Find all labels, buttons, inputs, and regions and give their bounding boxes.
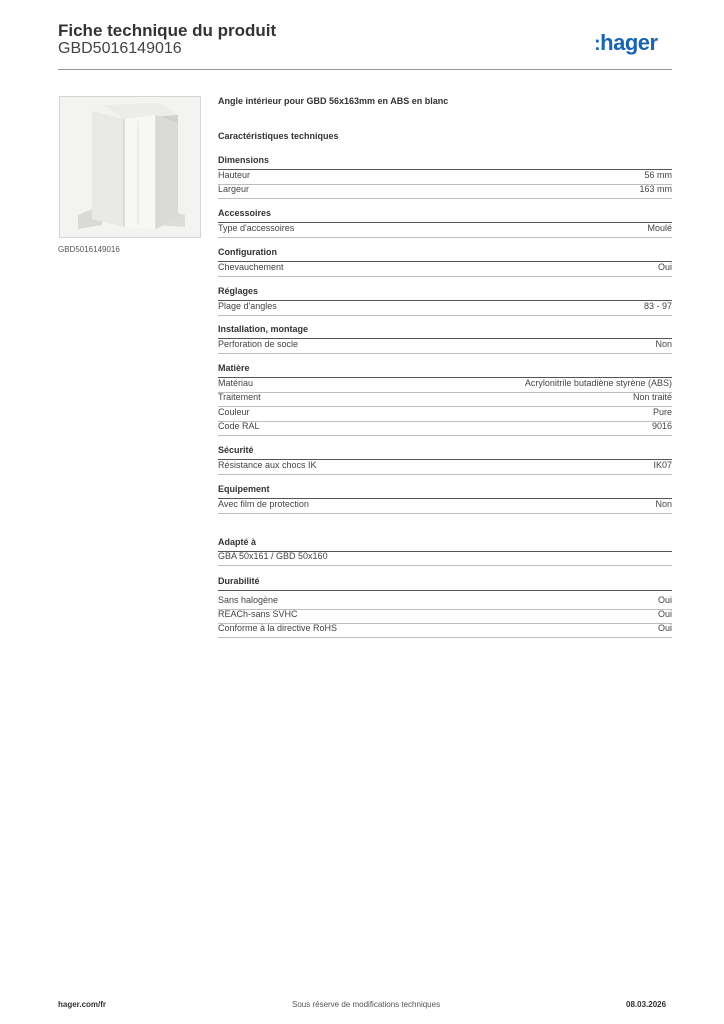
spec-label: Perforation de socle	[218, 339, 299, 349]
spec-label: Type d'accessoires	[218, 223, 295, 233]
spec-row-ik	[218, 460, 672, 475]
section-equipement: Equipement	[218, 484, 672, 499]
spec-value: IK07	[653, 460, 672, 470]
footer-website[interactable]: hager.com/fr	[58, 1000, 107, 1009]
spec-row-plage-angles	[218, 301, 672, 316]
spec-value: Oui	[657, 623, 672, 633]
spec-label: Avec film de protection	[218, 499, 309, 509]
spec-row-film	[218, 499, 672, 514]
spec-value: Oui	[657, 262, 672, 272]
section-installation: Installation, montage	[218, 324, 672, 339]
image-caption: GBD5016149016	[58, 245, 120, 254]
spec-label: GBA 50x161 / GBD 50x160	[218, 551, 328, 561]
footer-disclaimer: Sous réserve de modifications techniques	[292, 1000, 441, 1009]
section-matiere: Matière	[218, 363, 672, 378]
spec-value: Non	[655, 499, 672, 509]
spec-label: Chevauchement	[218, 262, 284, 272]
spec-label: Largeur	[218, 184, 250, 194]
section-durabilite: Durabilité	[218, 576, 672, 591]
hager-logo	[594, 30, 658, 56]
spec-value: Acrylonitrile butadiène styrène (ABS)	[524, 378, 672, 388]
spec-label: Résistance aux chocs IK	[218, 460, 317, 470]
spec-label: Conforme à la directive RoHS	[218, 623, 338, 633]
logo-text: hager	[600, 30, 658, 55]
spec-value: 83 - 97	[643, 301, 672, 311]
product-description: Angle intérieur pour GBD 56x163mm en ABS en blanc	[218, 96, 449, 106]
spec-label: Hauteur	[218, 170, 251, 180]
page-title: Fiche technique du produit	[58, 21, 277, 40]
section-adapte: Adapté à	[218, 537, 672, 552]
section-configuration: Configuration	[218, 247, 672, 262]
specs-heading: Caractéristiques techniques	[218, 131, 339, 141]
spec-row-code-ral	[218, 421, 672, 436]
spec-row-halogene	[218, 595, 672, 610]
spec-row-type-accessoires	[218, 223, 672, 238]
product-image	[59, 96, 201, 238]
spec-label: Plage d'angles	[218, 301, 277, 311]
spec-value: Oui	[657, 609, 672, 619]
section-securite: Sécurité	[218, 445, 672, 460]
spec-label: Sans halogène	[218, 595, 279, 605]
spec-row-hauteur	[218, 170, 672, 185]
product-illustration	[60, 97, 200, 237]
header-divider	[58, 69, 672, 70]
spec-row-traitement	[218, 392, 672, 407]
spec-row-perforation	[218, 339, 672, 354]
spec-value: Oui	[657, 595, 672, 605]
spec-label: Matériau	[218, 378, 254, 388]
spec-row-chevauchement	[218, 262, 672, 277]
logo-dots: :	[594, 33, 601, 55]
spec-row-materiau	[218, 378, 672, 393]
spec-value: 56 mm	[644, 170, 672, 180]
spec-label: REACh-sans SVHC	[218, 609, 298, 619]
spec-label: Traitement	[218, 392, 261, 402]
spec-value: Non traité	[632, 392, 672, 402]
spec-value: 9016	[651, 421, 672, 431]
spec-row-rohs	[218, 623, 672, 638]
spec-value: Pure	[652, 407, 672, 417]
section-dimensions: Dimensions	[218, 155, 672, 170]
spec-value: Non	[655, 339, 672, 349]
spec-value: 163 mm	[639, 184, 672, 194]
spec-row-couleur	[218, 407, 672, 422]
spec-value: Moulé	[647, 223, 672, 233]
spec-row-compatibilite	[218, 551, 672, 566]
section-reglages: Réglages	[218, 286, 672, 301]
footer-date: 08.03.2026	[626, 1000, 667, 1009]
spec-row-largeur	[218, 184, 672, 199]
section-accessoires: Accessoires	[218, 208, 672, 223]
spec-row-reach	[218, 609, 672, 624]
spec-label: Couleur	[218, 407, 250, 417]
spec-label: Code RAL	[218, 421, 260, 431]
product-reference: GBD5016149016	[58, 40, 182, 57]
